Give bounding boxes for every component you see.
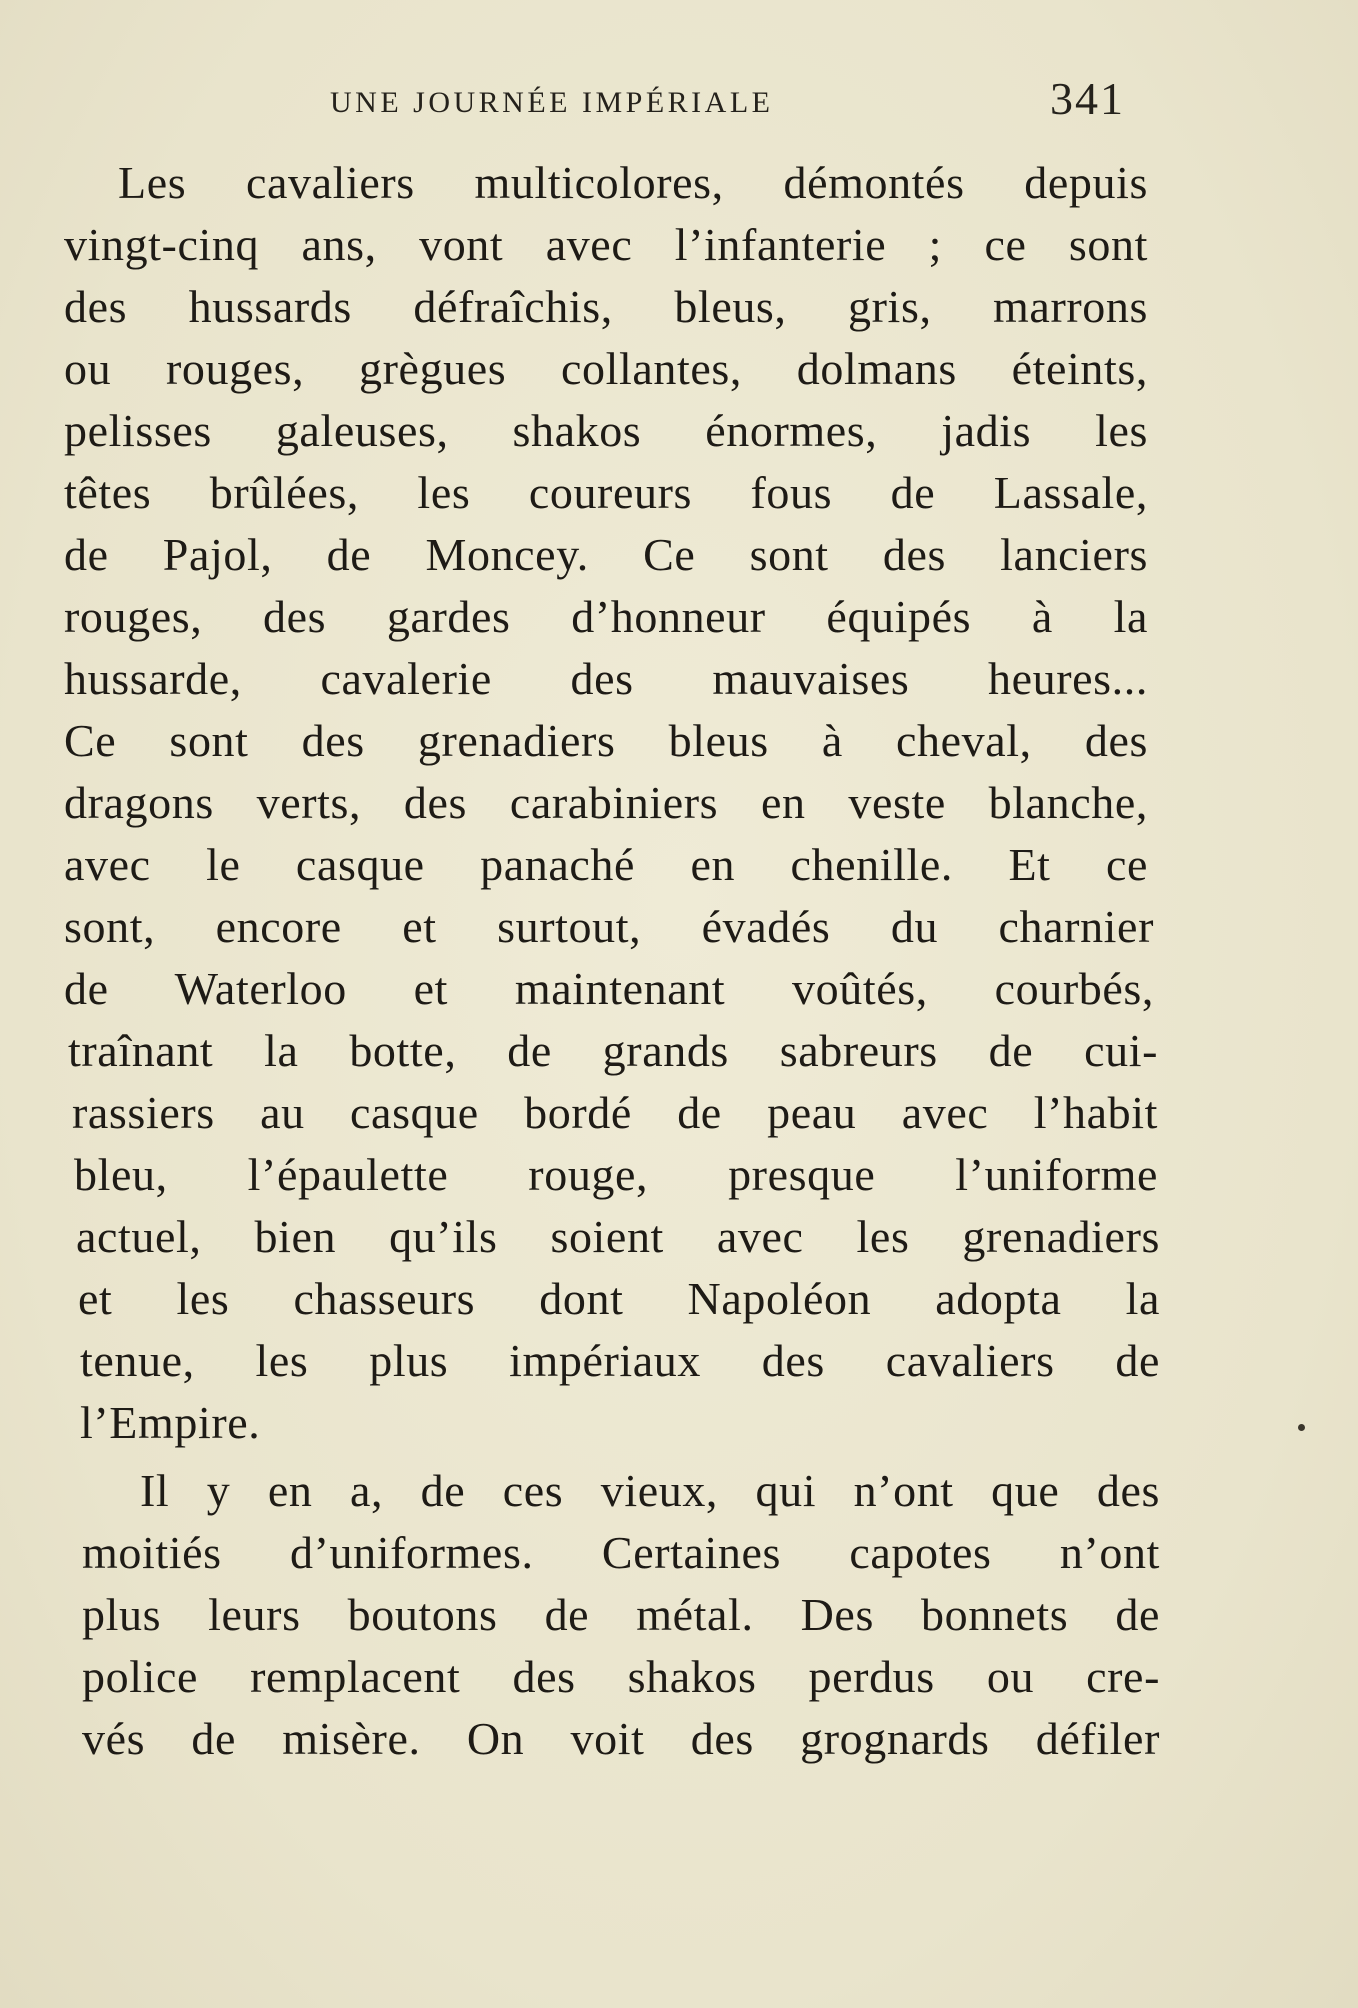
text-line: police remplacent des shakos perdus ou cre- [82,1651,1160,1702]
text-line: sont, encore et surtout, évadés du charnier [64,901,1154,952]
text-line: ou rouges, grègues collantes, dolmans éteints, [64,343,1148,394]
running-head-title: UNE JOURNÉE IMPÉRIALE [330,86,774,119]
text-line: bleu, l’épaulette rouge, presque l’uniforme [74,1149,1158,1200]
text-line: moitiés d’uniformes. Certaines capotes n’ont [82,1527,1160,1578]
text-line: traînant la botte, de grands sabreurs de cui- [68,1025,1158,1076]
text-line: et les chasseurs dont Napoléon adopta la [78,1273,1160,1324]
ink-speck [1298,1424,1305,1431]
text-line: pelisses galeuses, shakos énormes, jadis les [64,405,1148,456]
page-number: 341 [1050,73,1125,124]
text-line: Les cavaliers multicolores, démontés depuis [118,157,1148,208]
text-line: de Pajol, de Moncey. Ce sont des lanciers [64,529,1148,580]
text-line: Ce sont des grenadiers bleus à cheval, des [64,715,1148,766]
text-line: avec le casque panaché en chenille. Et ce [64,839,1148,890]
text-line: vingt-cinq ans, vont avec l’infanterie ; ce sont [64,219,1148,270]
text-line: têtes brûlées, les coureurs fous de Lassale, [64,467,1148,518]
text-line: vés de misère. On voit des grognards défiler [82,1713,1160,1764]
text-line: Il y en a, de ces vieux, qui n’ont que des [140,1465,1160,1516]
text-line: actuel, bien qu’ils soient avec les grenadiers [76,1211,1160,1262]
text-line: tenue, les plus impériaux des cavaliers de [80,1335,1160,1386]
text-line: plus leurs boutons de métal. Des bonnets de [82,1589,1160,1640]
text-line: de Waterloo et maintenant voûtés, courbés, [64,963,1154,1014]
text-line: rassiers au casque bordé de peau avec l’habit [72,1087,1158,1138]
text-line: dragons verts, des carabiniers en veste blanche, [64,777,1148,828]
text-line: rouges, des gardes d’honneur équipés à la [64,591,1148,642]
text-line: l’Empire. [80,1397,261,1448]
text-line: hussarde, cavalerie des mauvaises heures... [64,653,1148,704]
text-line: des hussards défraîchis, bleus, gris, marrons [64,281,1148,332]
